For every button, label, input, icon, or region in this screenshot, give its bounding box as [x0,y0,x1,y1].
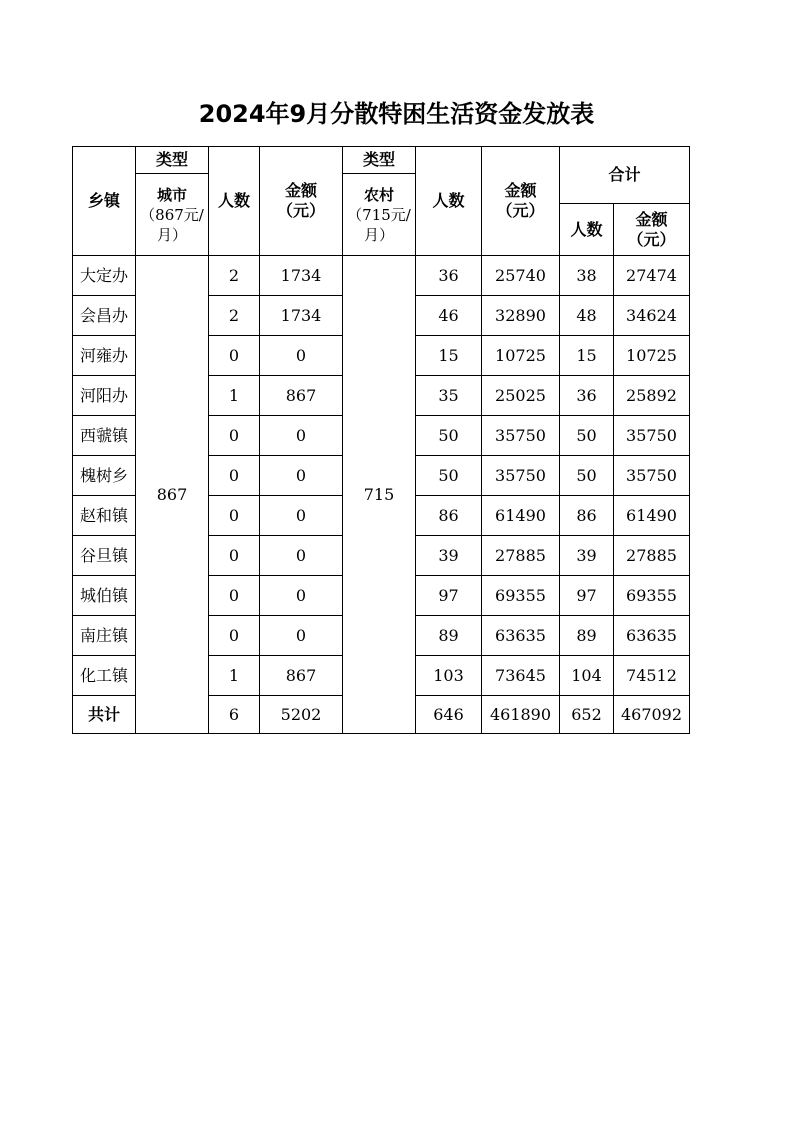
city-amount: 867 [260,376,343,416]
city-count: 2 [209,256,260,296]
city-count: 0 [209,576,260,616]
city-amount: 0 [260,576,343,616]
sum-city-count: 6 [209,696,260,734]
total-amount: 34624 [614,296,690,336]
rural-amount: 27885 [482,536,560,576]
total-amount-unit: （元） [627,229,676,249]
sum-label: 共计 [73,696,136,734]
city-count: 0 [209,536,260,576]
rural-count: 50 [416,416,482,456]
header-row-1 [73,147,690,174]
total-count: 89 [560,616,614,656]
city-type-header: 类型 [136,147,209,174]
city-label: 城市 [156,185,187,204]
rural-standard-label: （715元/月） [347,205,411,244]
total-count: 39 [560,536,614,576]
city-count: 1 [209,376,260,416]
total-count-header: 人数 [560,204,614,256]
sum-rural-amount: 461890 [482,696,560,734]
city-count: 0 [209,616,260,656]
total-count: 15 [560,336,614,376]
city-count: 0 [209,456,260,496]
rural-amount: 10725 [482,336,560,376]
total-amount: 10725 [614,336,690,376]
city-amount: 0 [260,616,343,656]
sum-rural-count: 646 [416,696,482,734]
rural-amount: 25025 [482,376,560,416]
city-count: 0 [209,416,260,456]
rural-amount-header [482,147,560,256]
total-amount: 27474 [614,256,690,296]
total-count: 86 [560,496,614,536]
rural-amount: 69355 [482,576,560,616]
total-amount-label: 金额 [635,209,668,229]
rural-count-header: 人数 [416,147,482,256]
total-count: 48 [560,296,614,336]
rural-count: 36 [416,256,482,296]
total-count: 50 [560,456,614,496]
town-name: 会昌办 [73,296,136,336]
total-header: 合计 [560,147,690,204]
rural-amount: 35750 [482,456,560,496]
city-amount: 1734 [260,256,343,296]
rural-count: 39 [416,536,482,576]
town-name: 赵和镇 [73,496,136,536]
city-amount: 0 [260,496,343,536]
city-count: 0 [209,496,260,536]
town-name: 南庄镇 [73,616,136,656]
city-standard-label: （867元/月） [140,205,204,244]
city-amount: 0 [260,336,343,376]
rural-label: 农村 [363,185,394,204]
total-amount: 27885 [614,536,690,576]
city-amount: 0 [260,536,343,576]
town-name: 化工镇 [73,656,136,696]
rural-count: 50 [416,456,482,496]
total-amount: 35750 [614,416,690,456]
rural-amount-unit: （元） [496,201,545,220]
total-count: 38 [560,256,614,296]
town-header: 乡镇 [73,147,136,256]
total-count: 97 [560,576,614,616]
city-amount-label: 金额 [284,181,317,200]
town-name: 河阳办 [73,376,136,416]
rural-count: 86 [416,496,482,536]
rural-amount: 32890 [482,296,560,336]
relief-fund-table [72,146,690,734]
total-count: 50 [560,416,614,456]
sum-total-count: 652 [560,696,614,734]
city-standard-value: 867 [136,256,209,734]
town-name: 谷旦镇 [73,536,136,576]
rural-header [343,174,416,256]
rural-count: 103 [416,656,482,696]
rural-count: 89 [416,616,482,656]
total-amount: 69355 [614,576,690,616]
city-amount: 867 [260,656,343,696]
town-name: 西虢镇 [73,416,136,456]
town-name: 大定办 [73,256,136,296]
city-amount-unit: （元） [276,201,325,220]
rural-amount: 25740 [482,256,560,296]
city-amount: 0 [260,416,343,456]
city-count: 2 [209,296,260,336]
city-count: 1 [209,656,260,696]
city-count: 0 [209,336,260,376]
rural-amount: 61490 [482,496,560,536]
rural-count: 97 [416,576,482,616]
rural-amount-label: 金额 [504,181,537,200]
total-amount: 25892 [614,376,690,416]
total-amount: 35750 [614,456,690,496]
total-count: 36 [560,376,614,416]
rural-count: 46 [416,296,482,336]
rural-count: 35 [416,376,482,416]
city-amount: 1734 [260,296,343,336]
city-amount: 0 [260,456,343,496]
rural-count: 15 [416,336,482,376]
rural-standard-value: 715 [343,256,416,734]
city-header [136,174,209,256]
rural-amount: 63635 [482,616,560,656]
total-amount: 63635 [614,616,690,656]
rural-amount: 35750 [482,416,560,456]
total-amount-header [614,204,690,256]
rural-amount: 73645 [482,656,560,696]
sum-city-amount: 5202 [260,696,343,734]
rural-type-header: 类型 [343,147,416,174]
table-row [73,256,690,296]
town-name: 河雍办 [73,336,136,376]
town-name: 槐树乡 [73,456,136,496]
town-name: 城伯镇 [73,576,136,616]
city-count-header: 人数 [209,147,260,256]
sum-total-amount: 467092 [614,696,690,734]
city-amount-header [260,147,343,256]
page-title: 2024年9月分散特困生活资金发放表 [198,100,595,128]
total-amount: 61490 [614,496,690,536]
total-amount: 74512 [614,656,690,696]
total-count: 104 [560,656,614,696]
